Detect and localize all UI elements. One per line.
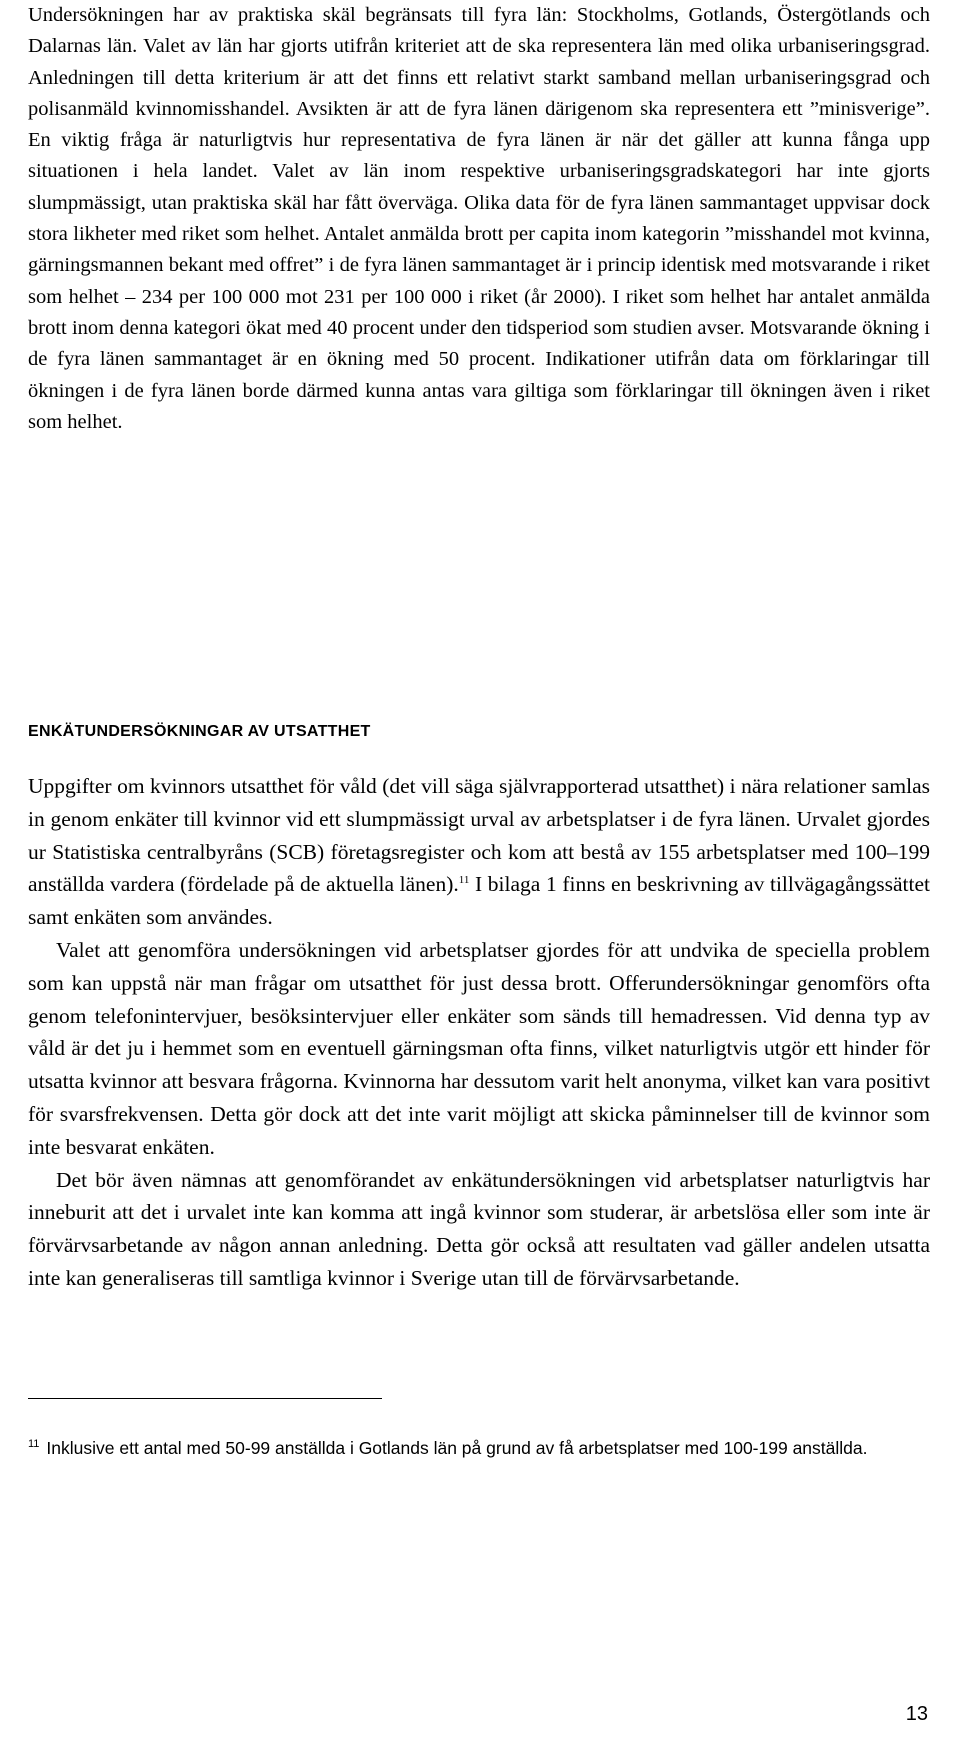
footnote-divider: [28, 1398, 382, 1399]
section-heading: ENKÄTUNDERSÖKNINGAR AV UTSATTHET: [28, 723, 371, 740]
section-paragraph-2: Valet att genomföra undersökningen vid arbetsplatser gjordes för att undvika de speciella problem som kan uppstå när man frågar om utsatthet för just dessa brott. Offerundersökningar genomförs ofta genom telefonintervjuer, besöksintervjuer eller enkäter som sänds till hemadressen. Vid denna typ av våld är det ju i hemmet som en eventuell gärningsman ofta finns, vilket naturligtvis utgör ett hinder för utsatta kvinnor att besvara frågorna. Kvinnorna har dessutom varit helt anonyma, vilket kan vara positivt för svarsfrekvensen. Detta gör dock att det inte varit möjligt att skicka påminnelser till de kvinnor som inte besvarat enkäten.: [28, 937, 930, 1159]
section-paragraph-1: [28, 770, 930, 934]
paragraph-1-text-continued: I bilaga 1 finns en beskrivning av tillvägagångssättet samt enkäten som användes.: [28, 872, 930, 930]
section-paragraph-3: Det bör även nämnas att genomförandet av enkätundersökningen vid arbetsplatser naturligtvis har inneburit att det i urvalet inte kan komma att ingå kvinnor som studerar, är arbetslösa eller som inte är förvärvsarbetande av någon annan anledning. Detta gör också att resultaten vad gäller andelen utsatta inte kan generaliseras till samtliga kvinnor i Sverige utan till de förvärvsarbetande.: [28, 1167, 930, 1290]
footnote: [28, 1434, 908, 1462]
footnote-text: Inklusive ett antal med 50-99 anställda i Gotlands län på grund av få arbetsplatser med 100-199 anställda.: [46, 1438, 868, 1458]
intro-paragraph: Undersökningen har av praktiska skäl begränsats till fyra län: Stockholms, Gotlands, Östergötlands och Dalarnas län. Valet av län har gjorts utifrån kriteriet att de ska representera län med olika urbaniseringsgrad. Anledningen till detta kriterium är att det finns ett relativt starkt samband mellan urbaniseringsgrad och polisanmäld kvinnomisshandel. Avsikten är att de fyra länen därigenom ska representera ett ”minisverige”. En viktig fråga är naturligtvis hur representativa de fyra länen är när det gäller att kunna fånga upp situationen i hela landet. Valet av län inom respektive urbaniseringsgradskategori har inte gjorts slumpmässigt, utan praktiska skäl har fått överväga. Olika data för de fyra länen sammantaget uppvisar dock stora likheter med riket som helhet. Antalet anmälda brott per capita inom kategorin ”misshandel mot kvinna, gärningsmannen bekant med offret” i de fyra länen sammantaget är i princip identisk med motsvarande i riket som helhet – 234 per 100 000 mot 231 per 100 000 i riket (år 2000). I riket som helhet har antalet anmälda brott inom denna kategori ökat med 40 procent under den tidsperiod som studien avser. Motsvarande ökning i de fyra länen sammantaget är en ökning med 50 procent. Indikationer utifrån data om förklaringar till ökningen i de fyra länen borde därmed kunna antas vara giltiga som förklaringar till ökningen även i riket som helhet.: [28, 4, 930, 433]
section-body: [28, 770, 930, 1295]
footnote-reference[interactable]: 11: [458, 874, 470, 887]
paragraph-1-text: Uppgifter om kvinnors utsatthet för våld (det vill säga självrapporterad utsatthet) i nära relationer samlas in genom enkäter till kvinnor vid ett slumpmässigt urval av arbetsplatser i de fyra länen. Urvalet gjordes ur Statistiska centralbyråns (SCB) företagsregister och kom att bestå av 155 arbetsplatser med 100–199 anställda vardera (fördelade på de aktuella länen).: [28, 774, 930, 897]
page-number: 13: [905, 1703, 928, 1725]
footnote-number: 11: [28, 1438, 40, 1451]
